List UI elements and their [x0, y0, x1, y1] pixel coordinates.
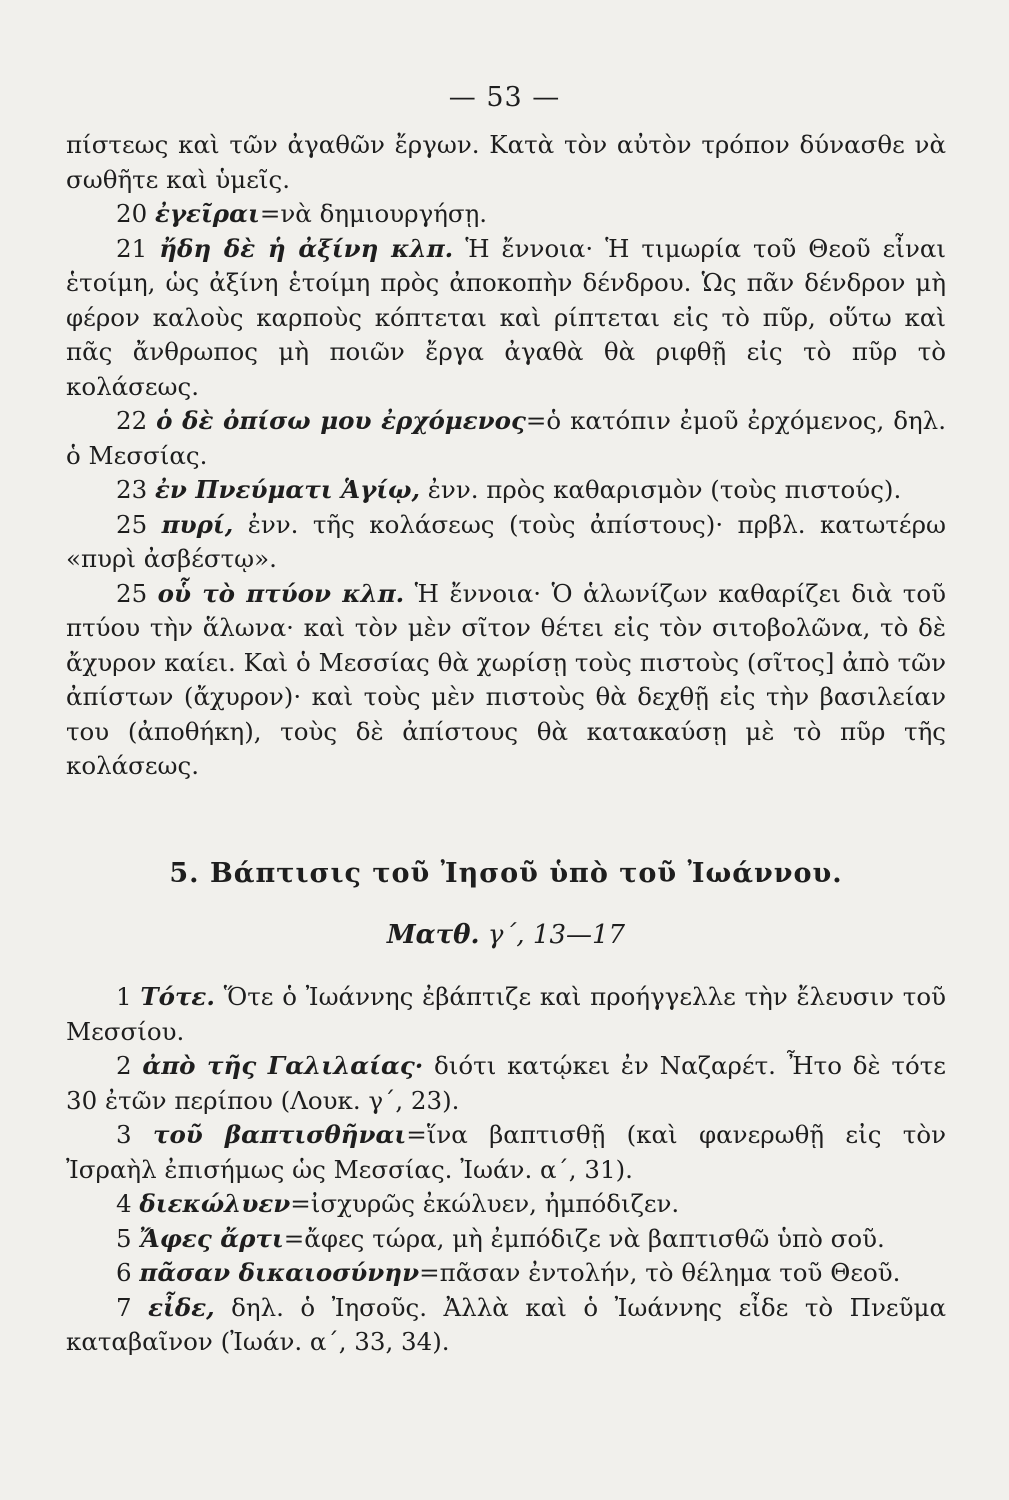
lemma: πυρί,	[161, 509, 234, 539]
note-25a	[66, 508, 946, 577]
commentary-bottom	[66, 980, 946, 1360]
gloss: Ἡ ἔννοια· Ἡ τιμωρία τοῦ Θεοῦ εἶναι ἑτοίμη, ὡς ἀξίνη ἑτοίμη πρὸς ἀποκοπὴν δένδρου. Ὡς πᾶν δένδρον μὴ φέρον καλοὺς καρποὺς κόπτεται καὶ ρίπτεται εἰς τὸ πῦρ, οὕτω καὶ πᾶς ἄνθρωπος μὴ ποιῶν ἔργα ἀγαθὰ θὰ ριφθῇ εἰς τὸ πῦρ τὸ κολάσεως.	[66, 233, 946, 401]
lemma: τοῦ βαπτισθῆναι	[152, 1120, 407, 1149]
note-number: 4	[116, 1189, 132, 1218]
lemma: διεκώλυεν	[139, 1189, 291, 1218]
lemma: ἤδη δὲ ἡ ἀξίνη κλπ.	[159, 233, 454, 263]
note-number: 25	[116, 509, 148, 539]
note-2	[66, 1049, 946, 1118]
reference-verses: γ΄, 13—17	[479, 920, 626, 950]
scripture-reference	[66, 920, 946, 950]
note-number: 20	[116, 199, 148, 228]
lemma: Τότε.	[140, 982, 215, 1011]
gloss: ἐνν. πρὸς καθαρισμὸν (τοὺς πιστούς).	[420, 475, 902, 504]
note-4	[66, 1187, 946, 1222]
note-21	[66, 232, 946, 405]
gloss: Ἡ ἔννοια· Ὁ ἁλωνίζων καθαρίζει διὰ τοῦ πτύου τὴν ἅλωνα· καὶ τὸν μὲν σῖτον θέτει εἰς τὸν σιτοβολῶνα, τὸ δὲ ἄχυρον καίει. Καὶ ὁ Μεσσίας θὰ χωρίσῃ τοὺς πιστοὺς (σῖτος] ἀπὸ τῶν ἀπίστων (ἄχυρον)· καὶ τοὺς μὲν πιστοὺς θὰ δεχθῇ εἰς τὴν βασιλείαν του (ἀποθήκη), τοὺς δὲ ἀπίστους θὰ κατακαύσῃ μὲ τὸ πῦρ τῆς κολάσεως.	[66, 578, 946, 780]
note-6	[66, 1256, 946, 1291]
note-22	[66, 404, 946, 473]
note-7	[66, 1291, 946, 1360]
note-number: 23	[116, 475, 148, 504]
note-23	[66, 473, 946, 508]
lemma: ἐγεῖραι	[154, 199, 260, 228]
lemma: ἐν Πνεύματι Ἁγίῳ,	[154, 475, 420, 504]
commentary-top	[66, 128, 946, 784]
page-number: — 53 —	[448, 82, 561, 113]
gloss: Ὅτε ὁ Ἰωάννης ἐβάπτιζε καὶ προήγγελλε τὴν ἔλευσιν τοῦ Μεσσίου.	[66, 982, 946, 1046]
note-number: 3	[116, 1120, 132, 1149]
note-number: 21	[116, 233, 148, 263]
gloss: δηλ. ὁ Ἰησοῦς. Ἀλλὰ καὶ ὁ Ἰωάννης εἶδε τὸ Πνεῦμα καταβαῖνον (Ἰωάν. α΄, 33, 34).	[66, 1292, 946, 1356]
section-reference	[66, 920, 946, 950]
note-5	[66, 1222, 946, 1257]
note-number: 22	[116, 406, 148, 435]
reference-book: Ματθ.	[386, 920, 480, 950]
note-1	[66, 980, 946, 1049]
lemma: οὗ τὸ πτύον κλπ.	[157, 578, 405, 608]
note-number: 2	[116, 1051, 132, 1080]
gloss: =πᾶσαν ἐντολήν, τὸ θέλημα τοῦ Θεοῦ.	[419, 1258, 901, 1287]
gloss: =ἄφες τώρα, μὴ ἐμπόδιζε νὰ βαπτισθῶ ὑπὸ σοῦ.	[283, 1223, 885, 1253]
lemma: πᾶσαν δικαιοσύνην	[139, 1258, 420, 1287]
paragraph: πίστεως καὶ τῶν ἀγαθῶν ἔργων. Κατὰ τὸν αὐτὸν τρόπον δύνασθε νὰ σωθῆτε καὶ ὑμεῖς.	[66, 130, 946, 194]
gloss: =ἰσχυρῶς ἐκώλυεν, ἠμπόδιζεν.	[290, 1189, 680, 1218]
note-number: 7	[116, 1292, 132, 1322]
gloss: =ὁ κατόπιν ἐμοῦ ἐρχόμενος, δηλ. ὁ Μεσσίας.	[66, 406, 946, 470]
note-number: 6	[116, 1258, 132, 1287]
note-3	[66, 1118, 946, 1187]
gloss: διότι κατῴκει ἐν Ναζαρέτ. Ἦτο δὲ τότε 30 ἐτῶν περίπου (Λουκ. γ΄, 23).	[66, 1051, 946, 1115]
gloss: ἐνν. τῆς κολάσεως (τοὺς ἀπίστους)· πρβλ. κατωτέρω «πυρὶ ἀσβέστῳ».	[66, 509, 946, 573]
lemma: ἀπὸ τῆς Γαλιλαίας·	[142, 1051, 424, 1080]
section-heading: 5. Βάπτισις τοῦ Ἰησοῦ ὑπὸ τοῦ Ἰωάννου.	[169, 858, 843, 889]
gloss: =νὰ δημιουργήσῃ.	[259, 199, 488, 228]
lemma: Ἄφες ἄρτι	[139, 1223, 284, 1253]
note-number: 1	[116, 982, 132, 1011]
section-header	[66, 858, 946, 889]
note-25b	[66, 577, 946, 784]
gloss: =ἵνα βαπτισθῇ (καὶ φανερωθῇ εἰς τὸν Ἰσραὴλ ἐπισήμως ὡς Μεσσίας. Ἰωάν. α΄, 31).	[66, 1120, 946, 1184]
lemma: εἶδε,	[148, 1292, 215, 1322]
note-number: 25	[116, 578, 148, 608]
note-number: 5	[116, 1223, 132, 1253]
note-20	[66, 197, 946, 232]
lemma: ὁ δὲ ὀπίσω μου ἐρχόμενος	[156, 406, 526, 435]
